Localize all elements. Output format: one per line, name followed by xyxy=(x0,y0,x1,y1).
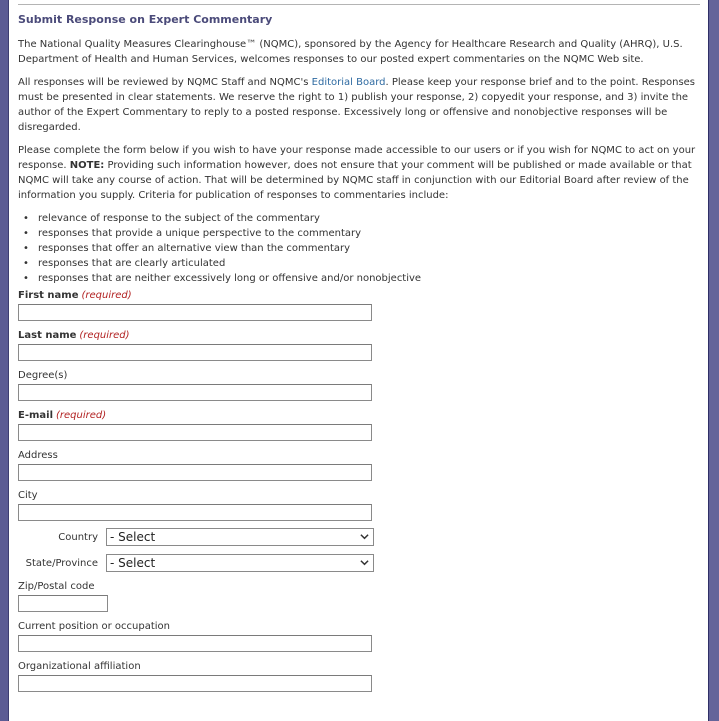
address-field-group xyxy=(18,449,700,481)
first-name-input[interactable] xyxy=(18,304,372,321)
affiliation-field-group xyxy=(18,660,700,692)
editorial-board-link[interactable]: Editorial Board xyxy=(311,77,386,88)
last-name-field-group xyxy=(18,329,700,361)
position-input[interactable] xyxy=(18,635,372,652)
country-selected-value: - Select xyxy=(110,530,156,544)
required-indicator: (required) xyxy=(81,290,132,301)
intro-paragraph: The National Quality Measures Clearinghouse™ (NQMC), sponsored by the Agency for Healthcare Research and Quality (AHRQ), U.S. Department of Health and Human Services, welcomes responses to our posted expert commentaries on the NQMC Web site. xyxy=(18,39,683,65)
position-field-group xyxy=(18,620,700,652)
degrees-input[interactable] xyxy=(18,384,372,401)
required-indicator: (required) xyxy=(56,410,107,421)
city-input[interactable] xyxy=(18,504,372,521)
list-item: • responses that are neither excessively long or offensive and/or nonobjective xyxy=(38,271,700,286)
affiliation-input[interactable] xyxy=(18,675,372,692)
last-name-label-text: Last name xyxy=(18,330,77,341)
email-field-group xyxy=(18,409,700,441)
instructions-text-start: Please complete the form below if you wish to have your response made accessible to our users or if you wish for NQMC to act on your response. xyxy=(18,145,696,171)
country-row xyxy=(18,528,700,546)
list-item: • responses that offer an alternative view than the commentary xyxy=(38,241,700,256)
affiliation-label: Organizational affiliation xyxy=(18,661,141,672)
degrees-label: Degree(s) xyxy=(18,370,68,381)
criteria-list xyxy=(18,211,700,286)
country-label: Country xyxy=(58,531,98,543)
state-selected-value: - Select xyxy=(110,556,156,570)
zip-input[interactable] xyxy=(18,595,108,612)
response-form xyxy=(18,289,700,692)
required-indicator: (required) xyxy=(79,330,130,341)
zip-label: Zip/Postal code xyxy=(18,581,95,592)
list-item: • responses that provide a unique perspective to the commentary xyxy=(38,226,700,241)
review-paragraph xyxy=(18,75,700,135)
last-name-input[interactable] xyxy=(18,344,372,361)
top-divider xyxy=(18,4,700,5)
last-name-label xyxy=(18,329,700,343)
left-frame-border xyxy=(0,0,9,721)
address-label: Address xyxy=(18,450,58,461)
first-name-label-text: First name xyxy=(18,290,79,301)
instructions-text-end: Providing such information however, does not ensure that your comment will be published or made available or that NQMC will take any course of action. That will be determined by NQMC staff in conjunction with our Editorial Board after review of the information you supply. Criteria for publication of responses to commentaries include: xyxy=(18,160,692,201)
right-frame-border xyxy=(708,0,719,721)
email-label-text: E-mail xyxy=(18,410,54,421)
degrees-field-group xyxy=(18,369,700,401)
chevron-down-icon xyxy=(360,532,369,541)
state-row xyxy=(18,554,700,572)
state-label: State/Province xyxy=(25,557,98,569)
first-name-label xyxy=(18,289,700,303)
position-label: Current position or occupation xyxy=(18,621,171,632)
list-item: • responses that are clearly articulated xyxy=(38,256,700,271)
review-text-end: . Please keep your response brief and to the point. Responses must be presented in clear statements. We reserve the right to 1) publish your response, 2) copyedit your response, and 3) invite the author of the Expert Commentary to reply to a posted response. Excessively long or offensive and nonobjective responses will be disregarded. xyxy=(18,77,696,133)
zip-field-group xyxy=(18,580,700,612)
note-label: NOTE: xyxy=(69,160,105,171)
city-label: City xyxy=(18,490,38,501)
page-title: Submit Response on Expert Commentary xyxy=(18,13,273,26)
email-label xyxy=(18,409,700,423)
country-select[interactable] xyxy=(106,528,374,546)
list-item: • relevance of response to the subject of the commentary xyxy=(38,211,700,226)
city-field-group xyxy=(18,489,700,521)
review-text-start: All responses will be reviewed by NQMC Staff and NQMC's xyxy=(18,77,312,88)
chevron-down-icon xyxy=(360,558,369,567)
main-content xyxy=(18,12,700,700)
email-input[interactable] xyxy=(18,424,372,441)
instructions-paragraph xyxy=(18,143,700,203)
first-name-field-group xyxy=(18,289,700,321)
state-select[interactable] xyxy=(106,554,374,572)
address-input[interactable] xyxy=(18,464,372,481)
